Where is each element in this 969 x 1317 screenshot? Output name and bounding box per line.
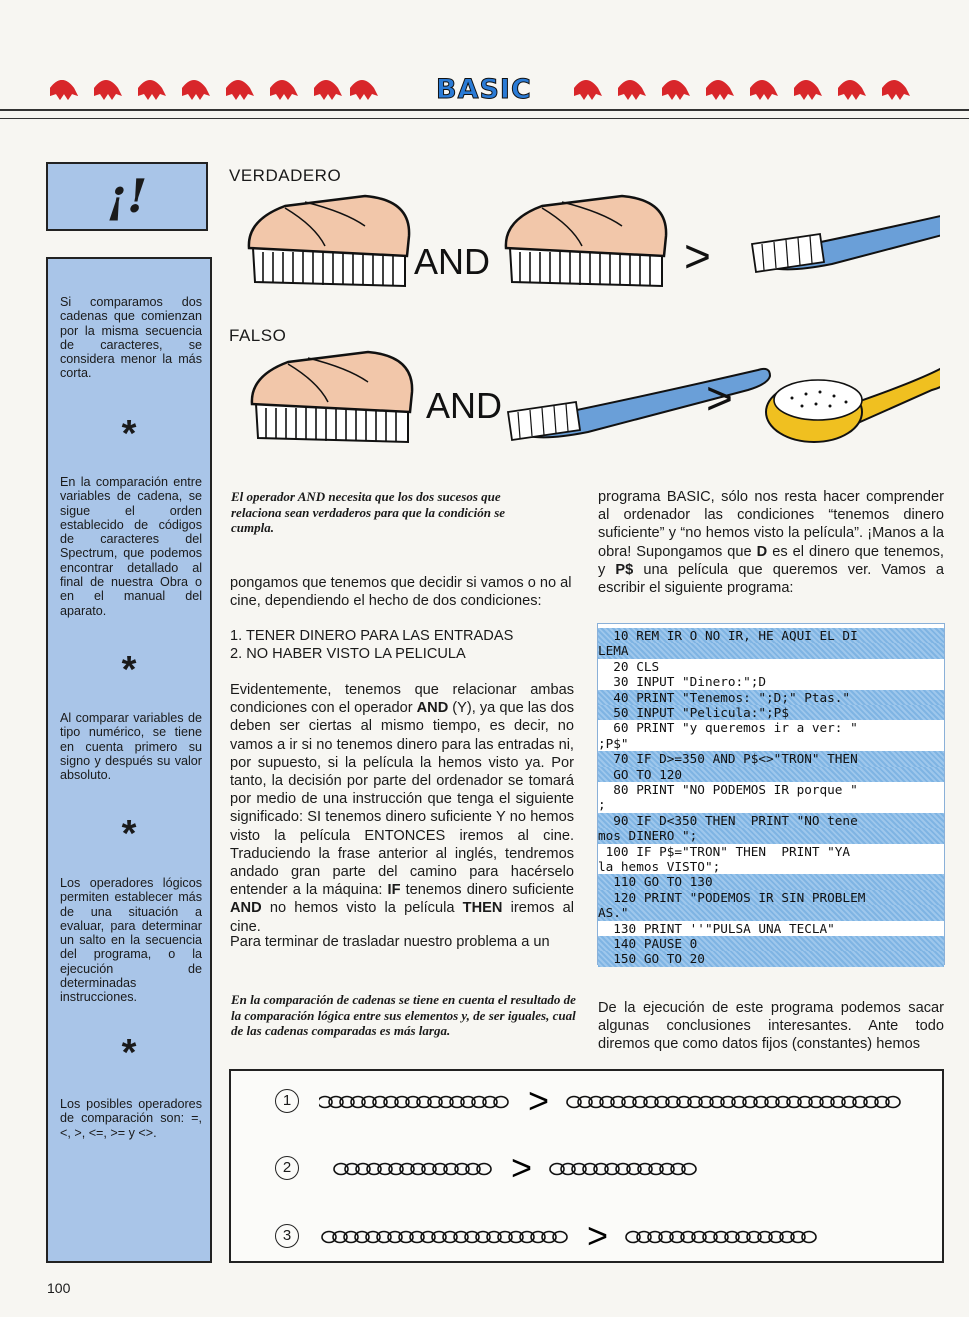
basic-program-listing — [597, 623, 945, 965]
code-line: 70 IF D>=350 AND P$<>"TRON" THEN — [598, 751, 944, 766]
asterisk-separator: * — [121, 813, 137, 855]
code-line: GO TO 120 — [598, 767, 944, 782]
string-comparison-caption: En la comparación de cadenas se tiene en cuenta el resultado de la comparación lógica entre sus elementos y, de ser iguales, cual de las cadenas comparadas es más larga. — [231, 992, 576, 1038]
code-line: ;P$" — [598, 735, 629, 751]
code-line: 150 GO TO 20 — [598, 951, 944, 966]
false-label: FALSO — [229, 326, 287, 345]
greater-than-sign: > — [528, 1087, 550, 1117]
right-chain — [626, 1232, 816, 1243]
sidebar-notes — [46, 257, 212, 1263]
code-line: 30 INPUT "Dinero:";D — [598, 674, 767, 690]
code-line: 50 INPUT "Pelicula:";P$ — [598, 705, 944, 720]
left-chain — [334, 1164, 491, 1175]
code-line: 120 PRINT "PODEMOS IR SIN PROBLEM — [598, 890, 944, 905]
code-line: 10 REM IR O NO IR, HE AQUI EL DI — [598, 628, 944, 643]
code-line: 80 PRINT "NO PODEMOS IR porque " — [598, 782, 858, 797]
chain-row — [319, 1154, 939, 1184]
sidebar-note-2: En la comparación entre variables de cadena, se sigue el orden establecido de códigos de caracteres del Spectrum, que podemos encontrar detallado al final de nuestra Obra o en el manual del aparato. — [60, 475, 202, 618]
right-paragraph-2: De la ejecución de este programa podemos sacar algunas conclusiones interesantes. Ante todo diremos que como datos fijos (constantes) hemos — [598, 1000, 944, 1053]
sidebar-note-4: Los operadores lógicos permiten establecer más de una situación a evaluar, para determinar un salto en la secuencia del programa, o la ejecución de determinadas instrucciones. — [60, 876, 202, 1005]
result-arrow-true: > — [684, 230, 711, 282]
invader-row-left — [42, 74, 387, 104]
middle-paragraph-3: Para terminar de trasladar nuestro problema a un — [230, 934, 550, 950]
code-line: 40 PRINT "Tenemos: ";D;" Ptas." — [598, 690, 944, 705]
code-line: LEMA — [598, 643, 944, 658]
greater-than-sign: > — [587, 1222, 609, 1252]
chain-link — [802, 1232, 816, 1243]
asterisk-separator: * — [121, 413, 137, 455]
code-line: mos DINERO "; — [598, 828, 944, 843]
right-chain — [550, 1164, 696, 1175]
basic-logo: BASIC — [436, 74, 532, 105]
and-operator-false: AND — [426, 385, 503, 426]
chain-link — [682, 1164, 696, 1175]
header-rule — [0, 109, 969, 111]
row-number: 1 — [275, 1089, 299, 1113]
sidebar-note-3: Al comparar variables de tipo numérico, se tiene en cuenta primero su signo y después su valor absoluto. — [60, 711, 202, 783]
figure-caption: El operador AND necesita que los dos sucesos que relaciona sean verdaderos para que la condición se cumpla. — [231, 489, 506, 535]
sidebar-note-1: Si comparamos dos cadenas que comienzan por la misma secuencia de caracteres, se considera menor la más corta. — [60, 295, 202, 381]
header-rule-thin — [0, 118, 969, 119]
asterisk-separator: * — [121, 649, 137, 691]
code-line: 90 IF D<350 THEN PRINT "NO tene — [598, 813, 944, 828]
left-chain — [319, 1097, 508, 1108]
code-line: 140 PAUSE 0 — [598, 936, 944, 951]
chain-comparison-figure — [229, 1069, 944, 1263]
greater-than-sign: > — [511, 1154, 533, 1184]
sidebar-note-5: Los posibles operadores de comparación son: =, <, >, <=, >= y <>. — [60, 1097, 202, 1140]
and-operator-true: AND — [414, 241, 491, 282]
chain-link — [886, 1097, 900, 1108]
chain-link — [553, 1232, 567, 1243]
middle-paragraph-1: pongamos que tenemos que decidir si vamos o no al cine, dependiendo el hecho de dos condiciones: — [230, 575, 572, 610]
sidebar-title: ¡! — [46, 162, 208, 231]
chain-link — [477, 1164, 491, 1175]
condition-list — [230, 627, 574, 663]
list-item: 1. TENER DINERO PARA LAS ENTRADAS — [230, 628, 514, 644]
invader-row-right — [566, 74, 926, 104]
code-line: 20 CLS — [598, 658, 660, 674]
code-line: 130 PRINT ''"PULSA UNA TECLA" — [598, 920, 835, 936]
code-line: ; — [598, 797, 606, 813]
code-line: AS." — [598, 905, 944, 920]
list-item: 2. NO HABER VISTO LA PELICULA — [230, 646, 466, 663]
brush-illustration — [240, 194, 940, 464]
true-label: VERDADERO — [229, 166, 342, 185]
row-number: 2 — [275, 1156, 299, 1180]
code-line: 100 IF P$="TRON" THEN PRINT "YA — [598, 843, 851, 859]
middle-paragraph-2: Evidentemente, tenemos que relacionar ambas condiciones con el operador AND (Y), ya que las dos deben ser ciertas al mismo tiempo, es decir, no vamos a ir si no tenemos dinero para las entradas ni, por supuesto, si la película la hemos visto ya. Por tanto, la decisión por parte del ordenador se tomará por medio de una instrucción que tenga el siguiente significado: SI tenemos dinero suficiente Y no hemos visto la película ENTONCES iremos al cine. Traduciendo la frase anterior al inglés, tendremos andado gran parte del camino para hacérselo entender a la máquina: IF tenemos dinero suficiente AND no hemos visto la película THEN iremos al cine. — [230, 682, 575, 935]
code-line: la hemos VISTO"; — [598, 859, 721, 874]
result-arrow-false: > — [706, 372, 733, 424]
chain-link — [494, 1097, 508, 1108]
right-paragraph-1: programa BASIC, sólo nos resta hacer comprender al ordenador las condiciones “tenemos dinero suficiente” y “no hemos visto la película”. ¡Manos a la obra! Supongamos que D es el dinero que tenemos, y P$ una película que queremos ver. Vamos a escribir el siguiente programa: — [598, 489, 944, 597]
chain-row — [319, 1087, 939, 1117]
right-chain — [567, 1097, 900, 1108]
left-chain — [322, 1232, 567, 1243]
code-line: 60 PRINT "y queremos ir a ver: " — [598, 720, 858, 736]
asterisk-separator: * — [121, 1032, 137, 1074]
page-number: 100 — [47, 1280, 71, 1296]
row-number: 3 — [275, 1224, 299, 1248]
chain-row — [319, 1222, 939, 1252]
code-line: 110 GO TO 130 — [598, 874, 944, 889]
